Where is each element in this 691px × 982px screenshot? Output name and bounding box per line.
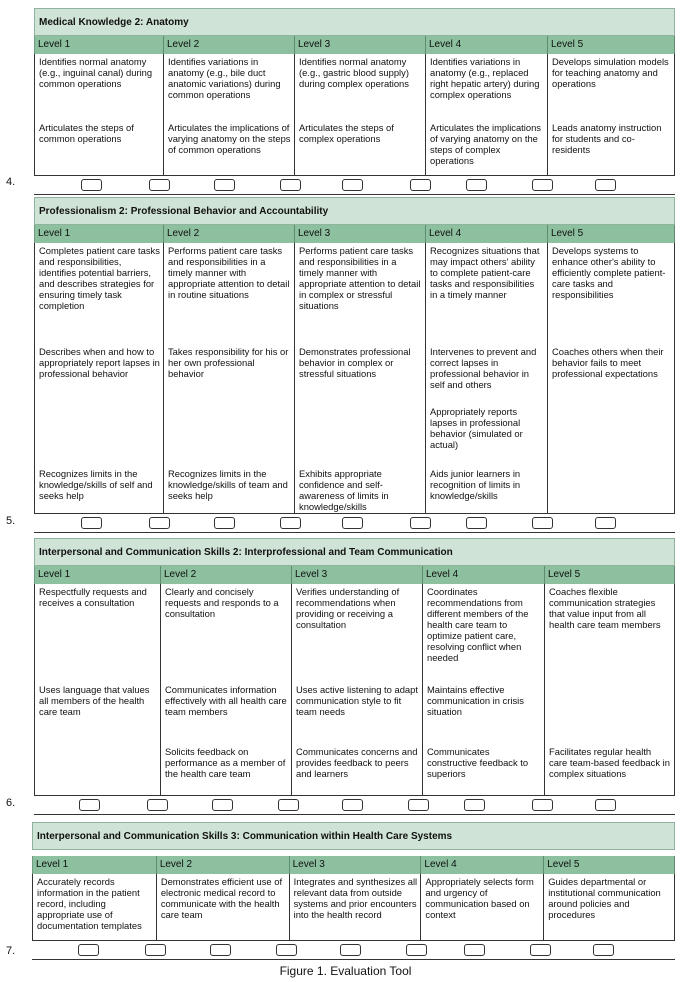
rating-checkbox[interactable] bbox=[278, 799, 299, 811]
level-2-header: Level 2 bbox=[164, 225, 295, 243]
level-1-header: Level 1 bbox=[35, 36, 164, 54]
level-3-header: Level 3 bbox=[295, 225, 426, 243]
milestone-text: Performs patient care tasks and responsibilities in a timely manner with appropriate attention to detail in routine situations bbox=[168, 245, 290, 300]
milestone-text: Recognizes limits in the knowledge/skills of self and seeks help bbox=[39, 468, 153, 501]
milestone-text: Identifies normal anatomy (e.g., gastric blood supply) during complex operations bbox=[299, 56, 409, 89]
rating-checkbox[interactable] bbox=[595, 179, 616, 191]
level-1-header: Level 1 bbox=[33, 856, 157, 874]
section-ics-3 bbox=[32, 822, 675, 960]
milestone-text: Accurately records information in the patient record, including appropriate use of documentation templates bbox=[37, 876, 142, 931]
milestone-grid bbox=[34, 243, 675, 514]
rating-checkbox-row bbox=[34, 514, 675, 533]
level-2-column bbox=[157, 874, 290, 940]
rating-checkbox[interactable] bbox=[406, 944, 427, 956]
level-header-row bbox=[34, 566, 675, 584]
level-4-header: Level 4 bbox=[426, 225, 548, 243]
milestone-text: Recognizes situations that may impact others' ability to complete patient-care tasks and responsibilities in a timely manner bbox=[430, 245, 540, 300]
milestone-text: Describes when and how to appropriately report lapses in professional behavior bbox=[39, 346, 160, 379]
milestone-text: Exhibits appropriate confidence and self-awareness of limits in knowledge/skills bbox=[299, 468, 389, 512]
milestone-text: Demonstrates efficient use of electronic medical record to communicate with the health care team bbox=[160, 876, 283, 920]
item-number: 5. bbox=[6, 515, 16, 527]
rating-checkbox[interactable] bbox=[212, 799, 233, 811]
rating-checkbox[interactable] bbox=[280, 517, 301, 529]
rating-checkbox[interactable] bbox=[466, 517, 487, 529]
section-title: Interpersonal and Communication Skills 2: Interprofessional and Team Communication bbox=[34, 538, 675, 566]
milestone-text: Develops systems to enhance other's ability to efficiently complete patient-care tasks and responsibilities bbox=[552, 245, 666, 300]
level-1-column bbox=[35, 584, 161, 795]
milestone-text: Uses active listening to adapt communication style to fit team needs bbox=[296, 684, 418, 717]
milestone-text: Completes patient care tasks and responsibilities, identifies potential barriers, and describes strategies for ensuring timely task completion bbox=[39, 245, 160, 311]
level-1-header: Level 1 bbox=[35, 225, 164, 243]
item-number: 6. bbox=[6, 797, 16, 809]
rating-checkbox[interactable] bbox=[464, 799, 485, 811]
level-5-header: Level 5 bbox=[548, 36, 675, 54]
level-5-header: Level 5 bbox=[545, 566, 675, 584]
section-title: Professionalism 2: Professional Behavior and Accountability bbox=[34, 197, 675, 225]
level-2-column bbox=[164, 54, 295, 175]
milestone-text: Maintains effective communication in crisis situation bbox=[427, 684, 524, 717]
level-2-column bbox=[161, 584, 292, 795]
level-4-header: Level 4 bbox=[423, 566, 545, 584]
milestone-text: Articulates the steps of complex operations bbox=[299, 122, 394, 144]
rating-checkbox[interactable] bbox=[410, 179, 431, 191]
milestone-text: Aids junior learners in recognition of limits in knowledge/skills bbox=[430, 468, 521, 501]
level-5-column bbox=[548, 243, 675, 513]
rating-checkbox[interactable] bbox=[149, 179, 170, 191]
milestone-text: Identifies variations in anatomy (e.g., replaced right hepatic artery) during complex operations bbox=[430, 56, 540, 100]
milestone-text: Uses language that values all members of the health care team bbox=[39, 684, 150, 717]
level-5-header: Level 5 bbox=[544, 856, 675, 874]
rating-checkbox[interactable] bbox=[78, 944, 99, 956]
milestone-text: Coaches flexible communication strategies that value input from all health care team members bbox=[549, 586, 661, 630]
milestone-text: Identifies variations in anatomy (e.g., bile duct anatomic variations) during common operations bbox=[168, 56, 281, 100]
rating-checkbox[interactable] bbox=[464, 944, 485, 956]
milestone-grid bbox=[34, 54, 675, 176]
milestone-text: Communicates constructive feedback to superiors bbox=[427, 746, 529, 779]
figure-caption: Figure 1. Evaluation Tool bbox=[279, 964, 412, 978]
section-professionalism-2 bbox=[34, 197, 675, 533]
rating-checkbox[interactable] bbox=[532, 179, 553, 191]
rating-checkbox[interactable] bbox=[210, 944, 231, 956]
milestone-grid bbox=[34, 584, 675, 796]
rating-checkbox[interactable] bbox=[593, 944, 614, 956]
milestone-text: Respectfully requests and receives a consultation bbox=[39, 586, 147, 608]
rating-checkbox[interactable] bbox=[342, 179, 363, 191]
level-3-column bbox=[295, 243, 426, 513]
level-3-column bbox=[295, 54, 426, 175]
rating-checkbox[interactable] bbox=[214, 179, 235, 191]
level-4-column bbox=[421, 874, 544, 940]
milestone-text: Intervenes to prevent and correct lapses in professional behavior in self and others bbox=[430, 346, 537, 390]
section-ics-2 bbox=[34, 538, 675, 815]
level-1-column bbox=[35, 54, 164, 175]
milestone-text: Appropriately reports lapses in professional behavior (simulated or actual) bbox=[430, 406, 523, 450]
rating-checkbox[interactable] bbox=[340, 944, 361, 956]
level-1-column bbox=[33, 874, 157, 940]
level-5-header: Level 5 bbox=[548, 225, 675, 243]
section-medical-knowledge-2 bbox=[34, 8, 675, 195]
milestone-text: Appropriately selects form and urgency of communication based on context bbox=[425, 876, 534, 920]
milestone-grid bbox=[32, 874, 675, 941]
rating-checkbox[interactable] bbox=[595, 517, 616, 529]
milestone-text: Demonstrates professional behavior in complex or stressful situations bbox=[299, 346, 411, 379]
milestone-text: Coordinates recommendations from different members of the health care team to optimize patient care, resolving conflict when needed bbox=[427, 586, 529, 663]
milestone-text: Clearly and concisely requests and responds to a consultation bbox=[165, 586, 279, 619]
milestone-text: Guides departmental or institutional communication around policies and procedures bbox=[548, 876, 661, 920]
level-3-header: Level 3 bbox=[292, 566, 423, 584]
level-3-header: Level 3 bbox=[295, 36, 426, 54]
level-header-row bbox=[34, 225, 675, 243]
rating-checkbox-row bbox=[34, 796, 675, 815]
milestone-text: Leads anatomy instruction for students and co-residents bbox=[552, 122, 662, 155]
level-3-header: Level 3 bbox=[290, 856, 422, 874]
level-header-row bbox=[34, 36, 675, 54]
milestone-text: Develops simulation models for teaching anatomy and operations bbox=[552, 56, 669, 89]
milestone-text: Facilitates regular health care team-based feedback in complex situations bbox=[549, 746, 670, 779]
milestone-text: Identifies normal anatomy (e.g., inguinal canal) during common operations bbox=[39, 56, 153, 89]
level-2-header: Level 2 bbox=[157, 856, 290, 874]
rating-checkbox[interactable] bbox=[410, 517, 431, 529]
rating-checkbox[interactable] bbox=[408, 799, 429, 811]
milestone-text: Communicates concerns and provides feedback to peers and learners bbox=[296, 746, 418, 779]
item-number: 7. bbox=[6, 945, 16, 957]
rating-checkbox[interactable] bbox=[466, 179, 487, 191]
rating-checkbox[interactable] bbox=[214, 517, 235, 529]
level-4-header: Level 4 bbox=[421, 856, 544, 874]
milestone-text: Coaches others when their behavior fails to meet professional expectations bbox=[552, 346, 664, 379]
level-3-column bbox=[290, 874, 422, 940]
section-title: Interpersonal and Communication Skills 3: Communication within Health Care Systems bbox=[32, 822, 675, 850]
level-1-column bbox=[35, 243, 164, 513]
rating-checkbox[interactable] bbox=[145, 944, 166, 956]
milestone-text: Solicits feedback on performance as a member of the health care team bbox=[165, 746, 286, 779]
level-2-column bbox=[164, 243, 295, 513]
rating-checkbox[interactable] bbox=[530, 944, 551, 956]
rating-checkbox[interactable] bbox=[532, 517, 553, 529]
milestone-text: Articulates the implications of varying anatomy on the steps of common operations bbox=[168, 122, 291, 155]
level-5-column bbox=[548, 54, 675, 175]
milestone-text: Communicates information effectively with all health care team members bbox=[165, 684, 287, 717]
level-5-column bbox=[545, 584, 675, 795]
rating-checkbox[interactable] bbox=[342, 517, 363, 529]
item-number: 4. bbox=[6, 176, 16, 188]
rating-checkbox[interactable] bbox=[280, 179, 301, 191]
rating-checkbox[interactable] bbox=[149, 517, 170, 529]
level-5-column bbox=[544, 874, 675, 940]
milestone-text: Articulates the implications of varying anatomy on the steps of complex operations bbox=[430, 122, 541, 166]
rating-checkbox[interactable] bbox=[79, 799, 100, 811]
milestone-text: Integrates and synthesizes all relevant data from outside systems and prior encounters into the health record bbox=[293, 876, 418, 920]
milestone-text: Takes responsibility for his or her own professional behavior bbox=[168, 346, 289, 379]
rating-checkbox[interactable] bbox=[81, 517, 102, 529]
rating-checkbox[interactable] bbox=[532, 799, 553, 811]
level-2-header: Level 2 bbox=[164, 36, 295, 54]
rating-checkbox[interactable] bbox=[595, 799, 616, 811]
milestone-text: Verifies understanding of recommendations when providing or receiving a consultation bbox=[296, 586, 400, 630]
level-4-column bbox=[423, 584, 545, 795]
level-header-row bbox=[32, 856, 675, 874]
rating-checkbox-row bbox=[34, 176, 675, 195]
rating-checkbox[interactable] bbox=[276, 944, 297, 956]
rating-checkbox[interactable] bbox=[147, 799, 168, 811]
milestone-text: Articulates the steps of common operations bbox=[39, 122, 134, 144]
rating-checkbox-row bbox=[32, 941, 675, 960]
milestone-text: Recognizes limits in the knowledge/skills of team and seeks help bbox=[168, 468, 288, 501]
level-4-column bbox=[426, 54, 548, 175]
level-2-header: Level 2 bbox=[161, 566, 292, 584]
rating-checkbox[interactable] bbox=[81, 179, 102, 191]
rating-checkbox[interactable] bbox=[342, 799, 363, 811]
milestone-text: Performs patient care tasks and responsibilities in a timely manner with appropriate attention to detail in complex or stressful situations bbox=[299, 245, 421, 311]
section-title: Medical Knowledge 2: Anatomy bbox=[34, 8, 675, 36]
level-4-header: Level 4 bbox=[426, 36, 548, 54]
level-3-column bbox=[292, 584, 423, 795]
level-1-header: Level 1 bbox=[35, 566, 161, 584]
level-4-column bbox=[426, 243, 548, 513]
